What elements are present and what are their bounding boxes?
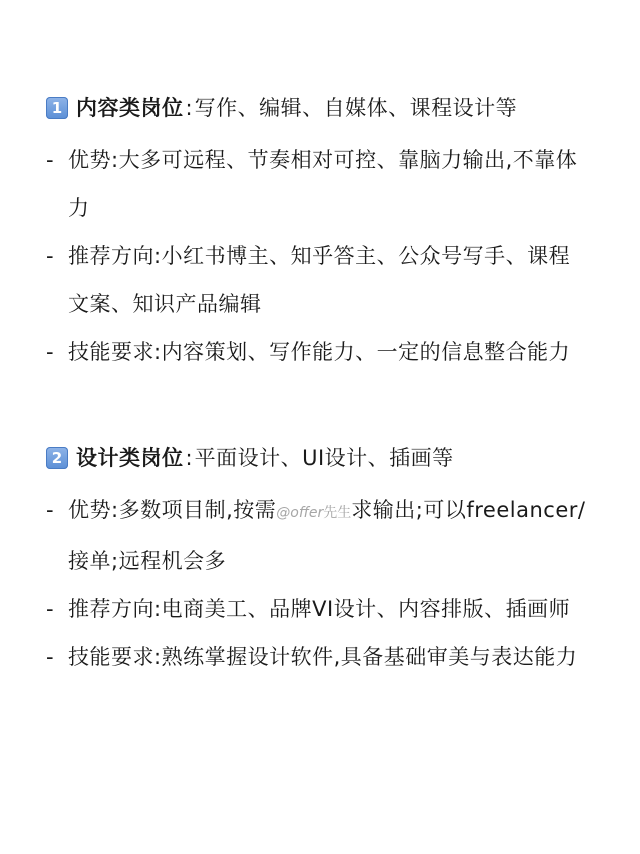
keycap-number-icon: 1 xyxy=(46,97,68,119)
dash-bullet: - xyxy=(46,148,55,172)
dash-bullet: - xyxy=(46,244,55,268)
dash-bullet: - xyxy=(46,645,55,669)
section-design-jobs xyxy=(46,440,606,681)
watermark-text-cn: 先生 xyxy=(323,505,352,521)
bullet-list xyxy=(46,486,606,681)
list-item xyxy=(46,232,588,328)
list-item-text-before: 优势:多数项目制,按需 xyxy=(68,498,277,522)
section-heading xyxy=(46,90,606,126)
list-item-text-after: 求输出;可以freelancer/接单;远程机会多 xyxy=(68,498,586,573)
list-item-text: 技能要求:内容策划、写作能力、一定的信息整合能力 xyxy=(68,340,571,364)
list-item xyxy=(46,585,588,633)
list-item-text: 优势:大多可远程、节奏相对可控、靠脑力输出,不靠体力 xyxy=(68,148,578,220)
list-item-text: 推荐方向:小红书博主、知乎答主、公众号写手、课程文案、知识产品编辑 xyxy=(68,244,571,316)
dash-bullet: - xyxy=(46,498,55,522)
dash-bullet: - xyxy=(46,597,55,621)
section-subtitle: 写作、编辑、自媒体、课程设计等 xyxy=(194,96,518,120)
list-item xyxy=(46,328,588,376)
list-item xyxy=(46,136,588,232)
section-title: 内容类岗位 xyxy=(76,96,184,120)
section-heading xyxy=(46,440,606,476)
list-item-text: 技能要求:熟练掌握设计软件,具备基础审美与表达能力 xyxy=(68,645,578,669)
section-colon: : xyxy=(185,446,193,470)
keycap-number-icon: 2 xyxy=(46,447,68,469)
section-colon: : xyxy=(185,96,193,120)
section-subtitle: 平面设计、UI设计、插画等 xyxy=(194,446,454,470)
list-item-text: 推荐方向:电商美工、品牌VI设计、内容排版、插画师 xyxy=(68,597,571,621)
list-item xyxy=(46,486,588,585)
list-item xyxy=(46,633,588,681)
dash-bullet: - xyxy=(46,340,55,364)
list-item-text xyxy=(68,486,588,585)
bullet-list xyxy=(46,136,606,376)
section-title: 设计类岗位 xyxy=(76,446,184,470)
section-content-jobs xyxy=(46,90,606,376)
watermark-text: @offer xyxy=(276,505,324,521)
